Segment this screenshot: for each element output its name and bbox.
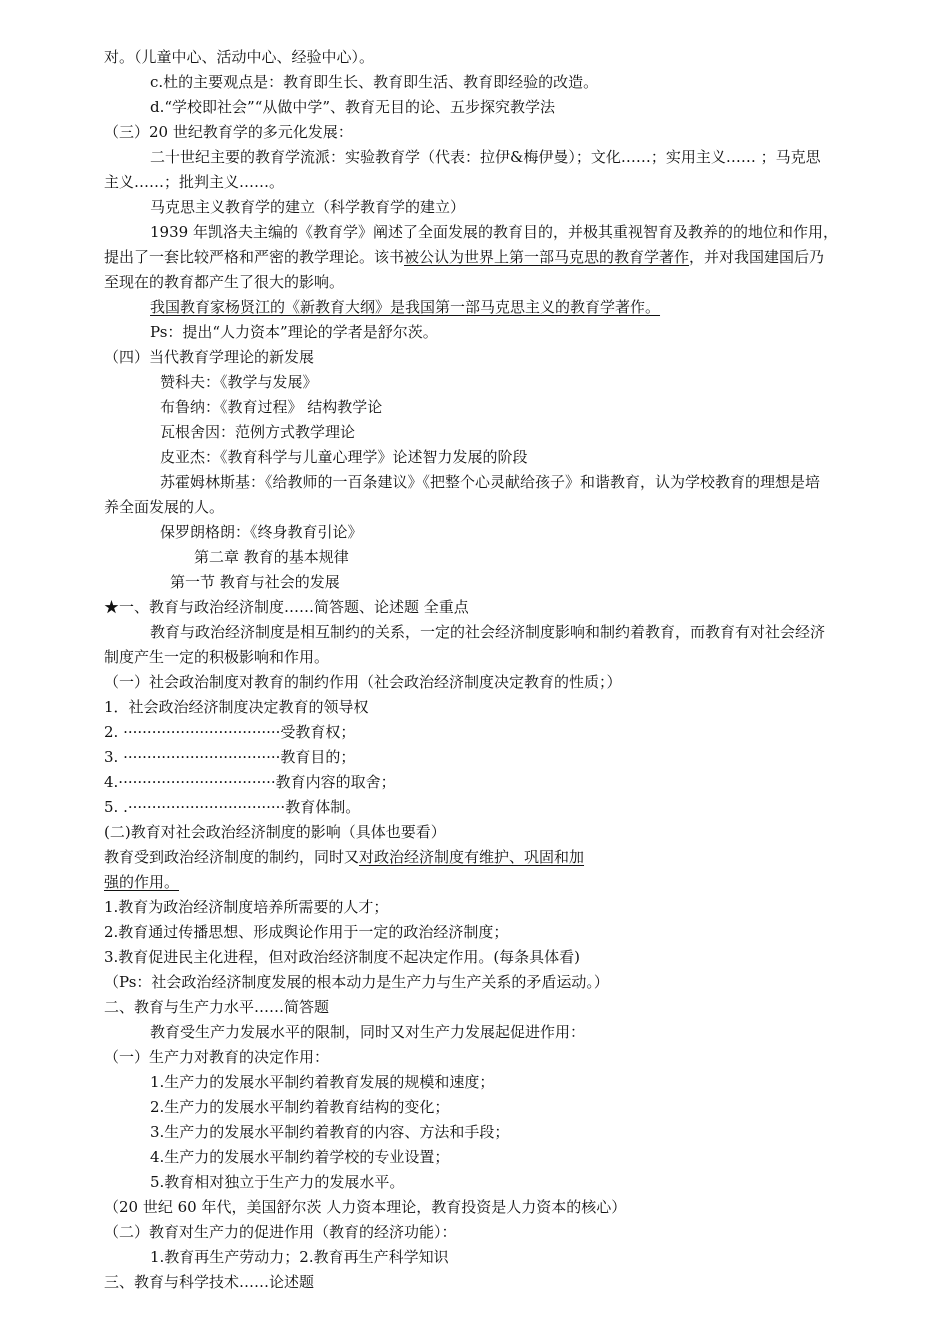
list-item: 4.生产力的发展水平制约着学校的专业设置； — [150, 1148, 450, 1166]
list-item: 4.·································教育内容的取舍； — [104, 773, 396, 791]
list-item: 1．社会政治经济制度决定教育的领导权 — [104, 698, 369, 716]
text-line: 教育受生产力发展水平的限制，同时又对生产力发展起促进作用： — [150, 1023, 586, 1041]
text-line: 对。（儿童中心、活动中心、经验中心）。 — [104, 48, 375, 66]
section-heading: ★一、教育与政治经济制度……简答题、论述题 全重点 — [104, 598, 469, 616]
text-line — [104, 846, 910, 868]
text-line: Ps：提出“人力资本”理论的学者是舒尔茨。 — [150, 323, 438, 341]
underlined-text: 我国教育家杨贤江的《新教育大纲》是我国第一部马克思主义的教育学著作。 — [150, 298, 661, 316]
text-line: 至现在的教育都产生了很大的影响。 — [104, 273, 345, 291]
text-line: 教育与政治经济制度是相互制约的关系，一定的社会经济制度影响和制约着教育，而教育有对社会经济 — [150, 623, 826, 641]
list-item: 5. .·································教育体制。 — [104, 798, 361, 816]
text-line: d.“学校即社会”“从做中学”、教育无目的论、五步探究教学法 — [150, 98, 556, 116]
text-line: 瓦根舍因：范例方式教学理论 — [160, 423, 356, 441]
underlined-text: 被公认为世界上第一部马克思的教育学著作 — [404, 248, 690, 266]
list-item: 3. ·································教育目的； — [104, 748, 356, 766]
section-heading: （四）当代教育学理论的新发展 — [104, 348, 315, 366]
text-line: 皮亚杰：《教育科学与儿童心理学》论述智力发展的阶段 — [160, 448, 528, 466]
list-item: 1.教育为政治经济制度培养所需要的人才； — [104, 898, 389, 916]
section-heading: 三、教育与科学技术……论述题 — [104, 1273, 315, 1291]
underlined-text: 对政治经济制度有维护、巩固和加 — [359, 848, 585, 866]
text-line: 赞科夫：《教学与发展》 — [160, 373, 318, 391]
text-line: 苏霍姆林斯基：《给教师的一百条建议》《把整个心灵献给孩子》和谐教育，认为学校教育的理想是培 — [160, 473, 821, 491]
list-item: 3.生产力的发展水平制约着教育的内容、方法和手段； — [150, 1123, 510, 1141]
text-line: 布鲁纳：《教育过程》 结构教学论 — [160, 398, 383, 416]
list-item: 3.教育促进民主化进程，但对政治经济制度不起决定作用。(每条具体看) — [104, 948, 581, 966]
text-segment: 提出了一套比较严格和严密的教学理论。该书 — [104, 248, 405, 266]
text-line: 养全面发展的人。 — [104, 498, 225, 516]
text-segment: 教育受到政治经济制度的制约，同时又 — [104, 848, 360, 866]
underlined-text: 强的作用。 — [104, 873, 180, 891]
text-segment: ，并对我国建国后乃 — [689, 248, 825, 266]
section-heading: （一）生产力对教育的决定作用： — [104, 1048, 330, 1066]
text-line: c.杜的主要观点是：教育即生长、教育即生活、教育即经验的改造。 — [150, 73, 599, 91]
list-item: 2. ·································受教育权； — [104, 723, 356, 741]
text-line — [150, 296, 910, 318]
section-heading: （二）教育对生产力的促进作用（教育的经济功能）： — [104, 1223, 457, 1241]
section-heading: （一）社会政治制度对教育的制约作用（社会政治经济制度决定教育的性质；） — [104, 673, 622, 691]
text-line: 制度产生一定的积极影响和作用。 — [104, 648, 330, 666]
chapter-title: 第二章 教育的基本规律 — [194, 548, 349, 566]
text-line — [104, 246, 910, 268]
section-heading: 二、教育与生产力水平……简答题 — [104, 998, 330, 1016]
list-item: 5.教育相对独立于生产力的发展水平。 — [150, 1173, 405, 1191]
text-line: 马克思主义教育学的建立（科学教育学的建立） — [150, 198, 466, 216]
text-line — [104, 871, 910, 893]
note-line: （20 世纪 60 年代，美国舒尔茨 人力资本理论，教育投资是人力资本的核心） — [104, 1198, 627, 1216]
list-item: 1.教育再生产劳动力；2.教育再生产科学知识 — [150, 1248, 449, 1266]
list-item: 2.教育通过传播思想、形成舆论作用于一定的政治经济制度； — [104, 923, 509, 941]
text-line: 主义……；批判主义……。 — [104, 173, 285, 191]
text-line: 保罗朗格朗：《终身教育引论》 — [160, 523, 363, 541]
note-line: （Ps：社会政治经济制度发展的根本动力是生产力与生产关系的矛盾运动。） — [104, 973, 609, 991]
section-heading: (二)教育对社会政治经济制度的影响（具体也要看） — [104, 823, 446, 841]
list-item: 2.生产力的发展水平制约着教育结构的变化； — [150, 1098, 450, 1116]
text-line: 1939 年凯洛夫主编的《教育学》阐述了全面发展的教育目的，并极其重视智育及教养的的地位和作用， — [150, 223, 838, 241]
section-heading: （三）20 世纪教育学的多元化发展： — [104, 123, 353, 141]
list-item: 1.生产力的发展水平制约着教育发展的规模和速度； — [150, 1073, 495, 1091]
text-line: 二十世纪主要的教育学流派：实验教育学（代表：拉伊&梅伊曼）；文化……；实用主义…… ；马克思 — [150, 148, 821, 166]
section-title: 第一节 教育与社会的发展 — [170, 573, 340, 591]
